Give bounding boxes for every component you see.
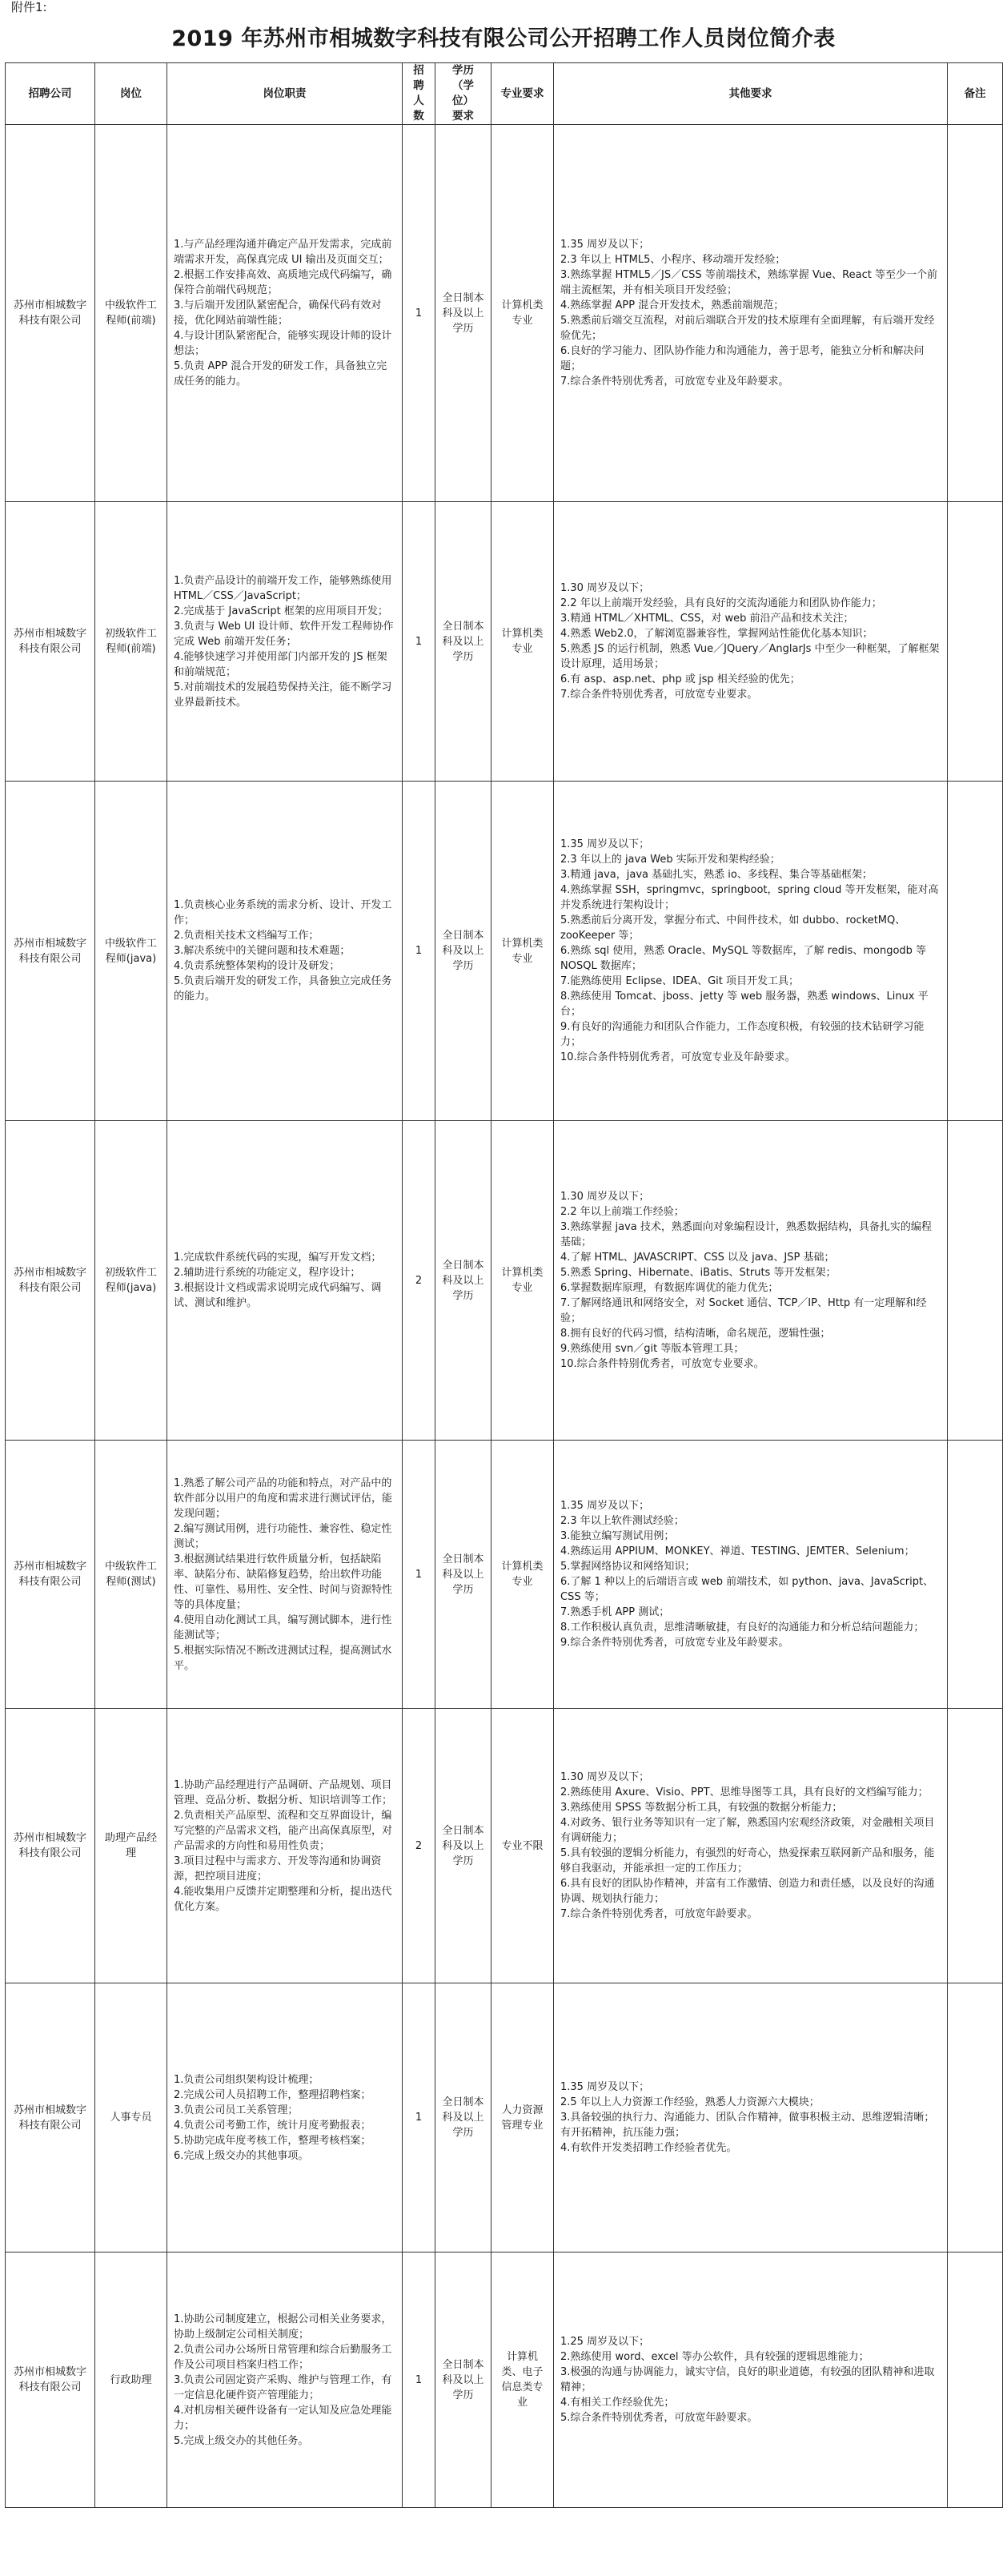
cell-remark	[948, 1709, 1003, 1983]
table-row	[6, 1983, 1003, 2252]
cell-remark	[948, 125, 1003, 502]
table-row	[6, 1709, 1003, 1983]
cell-duties: 1.与产品经理沟通并确定产品开发需求，完成前端需求开发，高保真完成 UI 输出及页面交互； 2.根据工作安排高效、高质地完成代码编写，确保符合前端代码规范； 3.与后端开发团队紧密配合，确保代码有效对接，优化网站前端性能； 4.与设计团队紧密配合，能够实现设计师的设计想法； 5.负责 APP 混合开发的研发工作，具备独立完成任务的能力。	[167, 125, 403, 502]
cell-position: 人事专员	[95, 1983, 167, 2252]
table-row	[6, 2252, 1003, 2508]
cell-company: 苏州市相城数字科技有限公司	[6, 1121, 95, 1441]
cell-other: 1.25 周岁及以下； 2.熟练使用 word、excel 等办公软件，具有较强的逻辑思维能力； 3.极强的沟通与协调能力，诚实守信，良好的职业道德，有较强的团队精神和进取精神； 4.有相关工作经验优先； 5.综合条件特别优秀者，可放宽年龄要求。	[554, 2252, 948, 2508]
col-header-duties: 岗位职责	[167, 63, 403, 125]
cell-education: 全日制本科及以上学历	[435, 1983, 491, 2252]
col-header-other: 其他要求	[554, 63, 948, 125]
cell-duties: 1.协助公司制度建立，根据公司相关业务要求，协助上级制定公司相关制度； 2.负责公司办公场所日常管理和综合后勤服务工作及公司项目档案归档工作； 3.负责公司固定资产采购、维护与管理工作，有一定信息化硬件资产管理能力； 4.对机房相关硬件设备有一定认知及应急处理能力； 5.完成上级交办的其他任务。	[167, 2252, 403, 2508]
cell-education: 全日制本科及以上学历	[435, 782, 491, 1121]
cell-remark	[948, 1983, 1003, 2252]
cell-company: 苏州市相城数字科技有限公司	[6, 502, 95, 782]
cell-other: 1.35 周岁及以下； 2.3 年以上 HTML5、小程序、移动端开发经验； 3.熟练掌握 HTML5／JS／CSS 等前端技术，熟练掌握 Vue、React 等至少一个前端主流框架，并有相关项目开发经验； 4.熟练掌握 APP 混合开发技术，熟悉前端规范； 5.熟悉前后端交互流程，对前后端联合开发的技术原理有全面理解，有后端开发经验优先； 6.良好的学习能力、团队协作能力和沟通能力，善于思考，能独立分析和解决问题； 7.综合条件特别优秀者，可放宽专业及年龄要求。	[554, 125, 948, 502]
cell-remark	[948, 782, 1003, 1121]
cell-count: 1	[403, 1983, 435, 2252]
page-title: 2019 年苏州市相城数字科技有限公司公开招聘工作人员岗位简介表	[171, 26, 836, 51]
cell-company: 苏州市相城数字科技有限公司	[6, 782, 95, 1121]
col-header-count: 招聘 人数	[403, 63, 435, 125]
cell-position: 助理产品经理	[95, 1709, 167, 1983]
table-row	[6, 1441, 1003, 1709]
table-row	[6, 502, 1003, 782]
cell-company: 苏州市相城数字科技有限公司	[6, 1709, 95, 1983]
cell-count: 2	[403, 1709, 435, 1983]
cell-major: 计算机类专业	[491, 1121, 554, 1441]
table-row	[6, 125, 1003, 502]
cell-company: 苏州市相城数字科技有限公司	[6, 125, 95, 502]
annex-label: 附件1:	[11, 0, 47, 14]
cell-education: 全日制本科及以上学历	[435, 2252, 491, 2508]
col-header-remark: 备注	[948, 63, 1003, 125]
cell-position: 行政助理	[95, 2252, 167, 2508]
cell-company: 苏州市相城数字科技有限公司	[6, 1983, 95, 2252]
table-header-row	[6, 63, 1003, 125]
cell-remark	[948, 1121, 1003, 1441]
table-row	[6, 1121, 1003, 1441]
cell-other: 1.30 周岁及以下； 2.熟练使用 Axure、Visio、PPT、思维导图等工具，具有良好的文档编写能力； 3.熟练使用 SPSS 等数据分析工具，有较强的数据分析能力； 4.对政务、银行业务等知识有一定了解，熟悉国内宏观经济政策，对金融相关项目有调研能力； 5.具有较强的逻辑分析能力，有强烈的好奇心，热爱探索互联网新产品和服务，能够自我驱动，并能承担一定的工作压力； 6.具有良好的团队协作精神，并富有工作激情、创造力和责任感，以及良好的沟通协调、规划执行能力； 7.综合条件特别优秀者，可放宽年龄要求。	[554, 1709, 948, 1983]
cell-education: 全日制本科及以上学历	[435, 1709, 491, 1983]
cell-other: 1.30 周岁及以下； 2.2 年以上前端开发经验，具有良好的交流沟通能力和团队协作能力； 3.精通 HTML／XHTML、CSS，对 web 前沿产品和技术关注； 4.熟悉 Web2.0，了解浏览器兼容性，掌握网站性能优化基本知识； 5.熟悉 JS 的运行机制，熟悉 Vue／JQuery／AnglarJs 中至少一种框架，了解框架设计原理，适用场景； 6.有 asp、asp.net、php 或 jsp 相关经验的优先； 7.综合条件特别优秀者，可放宽专业要求。	[554, 502, 948, 782]
cell-duties: 1.完成软件系统代码的实现，编写开发文档； 2.辅助进行系统的功能定义，程序设计； 3.根据设计文档或需求说明完成代码编写、调试、测试和维护。	[167, 1121, 403, 1441]
cell-other: 1.35 周岁及以下； 2.3 年以上的 java Web 实际开发和架构经验； 3.精通 java，java 基础扎实，熟悉 io、多线程、集合等基础框架； 4.熟练掌握 SSH，springmvc，springboot，spring cloud 等开发框架，能对高并发系统进行架构设计； 5.熟悉前后分离开发，掌握分布式、中间件技术，如 dubbo、rocketMQ、zooKeeper 等； 6.熟练 sql 使用，熟悉 Oracle、MySQL 等数据库，了解 redis、mongodb 等 NOSQL 数据库； 7.能熟练使用 Eclipse、IDEA、Git 项目开发工具； 8.熟练使用 Tomcat、jboss、jetty 等 web 服务器，熟悉 windows、Linux 平台； 9.有良好的沟通能力和团队合作能力，工作态度积极，有较强的技术钻研学习能力； 10.综合条件特别优秀者，可放宽专业及年龄要求。	[554, 782, 948, 1121]
cell-major: 计算机类专业	[491, 782, 554, 1121]
cell-position: 初级软件工程师(java)	[95, 1121, 167, 1441]
cell-major: 计算机类专业	[491, 125, 554, 502]
cell-other: 1.30 周岁及以下； 2.2 年以上前端工作经验； 3.熟练掌握 java 技术，熟悉面向对象编程设计，熟悉数据结构，具备扎实的编程基础； 4.了解 HTML、JAVASCRIPT、CSS 以及 java、JSP 基础； 5.熟悉 Spring、Hibernate、iBatis、Struts 等开发框架； 6.掌握数据库原理，有数据库调优的能力优先； 7.了解网络通讯和网络安全，对 Socket 通信、TCP／IP、Http 有一定理解和经验； 8.拥有良好的代码习惯，结构清晰，命名规范，逻辑性强； 9.熟练使用 svn／git 等版本管理工具； 10.综合条件特别优秀者，可放宽专业要求。	[554, 1121, 948, 1441]
col-header-position: 岗位	[95, 63, 167, 125]
cell-education: 全日制本科及以上学历	[435, 502, 491, 782]
cell-company: 苏州市相城数字科技有限公司	[6, 1441, 95, 1709]
cell-other: 1.35 周岁及以下； 2.5 年以上人力资源工作经验，熟悉人力资源六大模块； 3.具备较强的执行力、沟通能力、团队合作精神，做事积极主动、思维逻辑清晰；有开拓精神，抗压能力强； 4.有软件开发类招聘工作经验者优先。	[554, 1983, 948, 2252]
cell-duties: 1.负责产品设计的前端开发工作，能够熟练使用 HTML／CSS／JavaScript； 2.完成基于 JavaScript 框架的应用项目开发； 3.负责与 Web UI 设计师、软件开发工程师协作完成 Web 前端开发任务； 4.能够快速学习并使用部门内部开发的 JS 框架和前端规范； 5.对前端技术的发展趋势保持关注，能不断学习业界最新技术。	[167, 502, 403, 782]
cell-count: 1	[403, 2252, 435, 2508]
cell-position: 中级软件工程师(测试)	[95, 1441, 167, 1709]
cell-major: 计算机类专业	[491, 1441, 554, 1709]
cell-count: 1	[403, 1441, 435, 1709]
cell-education: 全日制本科及以上学历	[435, 1121, 491, 1441]
cell-duties: 1.协助产品经理进行产品调研、产品规划、项目管理、竞品分析、数据分析、知识培训等工作； 2.负责相关产品原型、流程和交互界面设计，编写完整的产品需求文档，能产出高保真原型，对产品需求的方向性和易用性负责； 3.项目过程中与需求方、开发等沟通和协调资源，把控项目进度； 4.能收集用户反馈并定期整理和分析，提出迭代优化方案。	[167, 1709, 403, 1983]
cell-duties: 1.负责公司组织架构设计梳理； 2.完成公司人员招聘工作，整理招聘档案； 3.负责公司员工关系管理； 4.负责公司考勤工作，统计月度考勤报表； 5.协助完成年度考核工作，整理考核档案； 6.完成上级交办的其他事项。	[167, 1983, 403, 2252]
col-header-major: 专业要求	[491, 63, 554, 125]
cell-position: 初级软件工程师(前端)	[95, 502, 167, 782]
cell-position: 中级软件工程师(前端)	[95, 125, 167, 502]
cell-count: 1	[403, 502, 435, 782]
table-row	[6, 782, 1003, 1121]
cell-remark	[948, 2252, 1003, 2508]
cell-other: 1.35 周岁及以下； 2.3 年以上软件测试经验； 3.能独立编写测试用例； 4.熟练运用 APPIUM、MONKEY、禅道、TESTING、JEMTER、Selenium； 5.掌握网络协议和网络知识； 6.了解 1 种以上的后端语言或 web 前端技术，如 python、java、JavaScript、CSS 等； 7.熟悉手机 APP 测试； 8.工作积极认真负责，思维清晰敏捷，有良好的沟通能力和分析总结问题能力； 9.综合条件特别优秀者，可放宽专业及年龄要求。	[554, 1441, 948, 1709]
cell-major: 专业不限	[491, 1709, 554, 1983]
col-header-company: 招聘公司	[6, 63, 95, 125]
cell-education: 全日制本科及以上学历	[435, 1441, 491, 1709]
cell-count: 1	[403, 125, 435, 502]
cell-company: 苏州市相城数字科技有限公司	[6, 2252, 95, 2508]
positions-table	[5, 62, 1003, 2508]
col-header-education: 学历 （学位） 要求	[435, 63, 491, 125]
cell-major: 人力资源管理专业	[491, 1983, 554, 2252]
cell-education: 全日制本科及以上学历	[435, 125, 491, 502]
cell-duties: 1.负责核心业务系统的需求分析、设计、开发工作； 2.负责相关技术文档编写工作； 3.解决系统中的关键问题和技术难题； 4.负责系统整体架构的设计及研发； 5.负责后端开发的研发工作，具备独立完成任务的能力。	[167, 782, 403, 1121]
cell-duties: 1.熟悉了解公司产品的功能和特点，对产品中的软件部分以用户的角度和需求进行测试评估，能发现问题； 2.编写测试用例，进行功能性、兼容性、稳定性测试； 3.根据测试结果进行软件质量分析，包括缺陷率、缺陷分布、缺陷修复趋势，给出软件功能性、可靠性、易用性、安全性、时间与资源特性等的具体度量； 4.使用自动化测试工具，编写测试脚本，进行性能测试等； 5.根据实际情况不断改进测试过程，提高测试水平。	[167, 1441, 403, 1709]
cell-major: 计算机类专业	[491, 502, 554, 782]
cell-count: 2	[403, 1121, 435, 1441]
cell-remark	[948, 1441, 1003, 1709]
cell-position: 中级软件工程师(java)	[95, 782, 167, 1121]
cell-count: 1	[403, 782, 435, 1121]
cell-remark	[948, 502, 1003, 782]
cell-major: 计算机类、电子信息类专业	[491, 2252, 554, 2508]
